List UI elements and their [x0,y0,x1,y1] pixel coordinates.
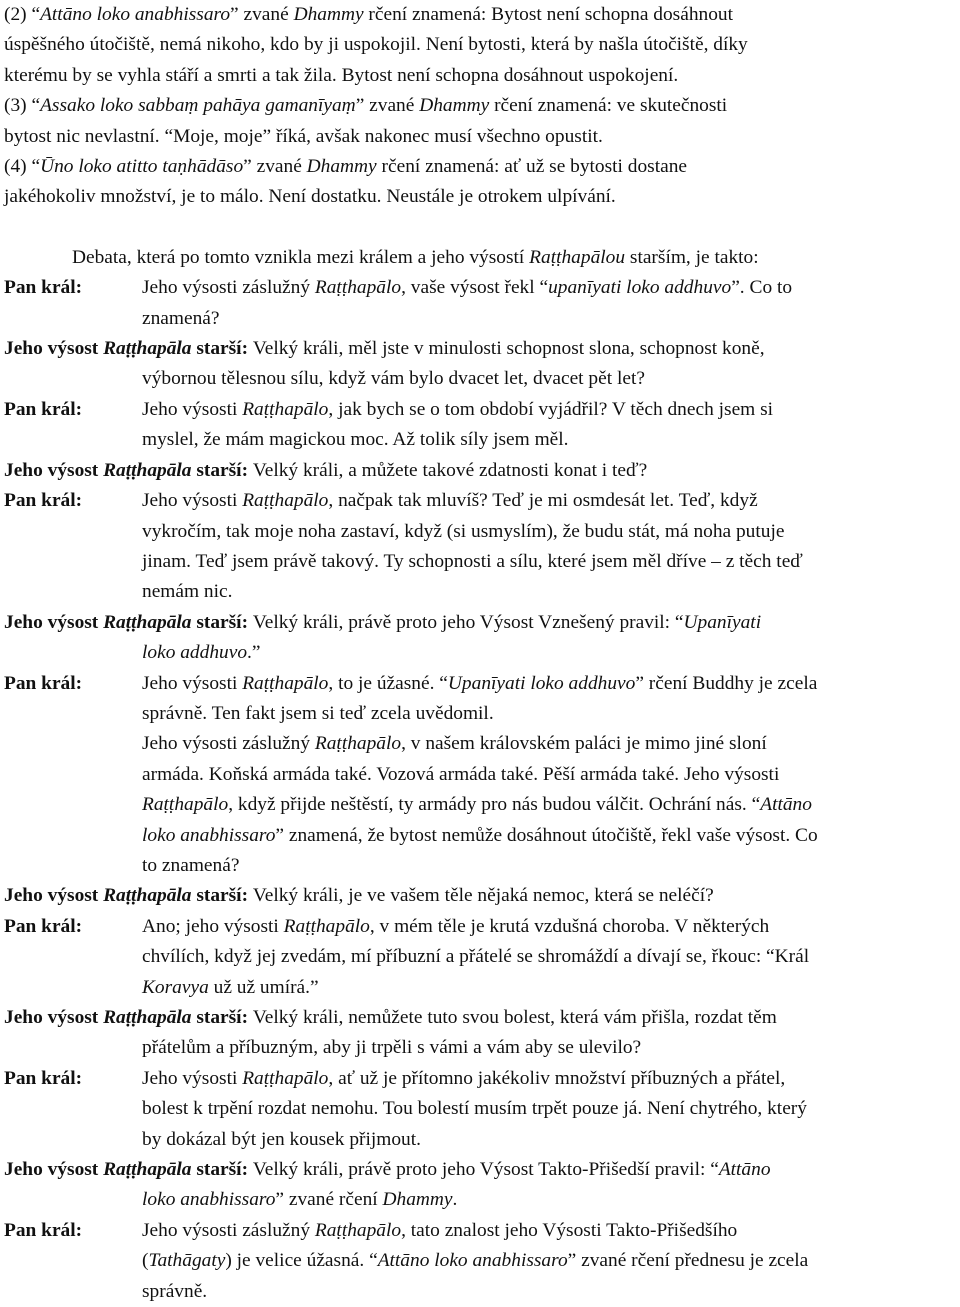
p2-line-2: úspěšného útočiště, nemá nikoho, kdo by ji uspokojil. Není bytosti, která by našla útočiště, díky [4,34,748,56]
utterance-text: . [452,1189,458,1211]
utterance-text: Raṭṭhapālo [283,915,370,937]
utterance-text: Tathāgaty [148,1250,226,1272]
utterance-text: Upanīyati [683,611,762,633]
speaker-label-part: Raṭṭhapāla [103,611,192,633]
utterance-text: nemám nic. [142,581,233,603]
speaker-label-part: Jeho výsost [4,1007,104,1028]
speaker-king-label: Pan král: [4,398,83,420]
utterance-text: loko addhuvo [142,642,248,664]
king-utterance [4,273,956,334]
utterance-text: už už umírá.” [208,976,319,998]
utterance-line [142,1125,956,1155]
monk-utterance [4,456,956,486]
monk-utterance [4,881,956,911]
utterance-text: ” zvané rčení přednesu je zcela [567,1250,809,1272]
utterance-text: výbornou tělesnou sílu, když vám bylo dvacet let, dvacet pět let? [142,368,645,390]
p3-line-1: (3) “Assako loko sabbaṃ pahāya gamanīyaṃ” zvané Dhammy rčení znamená: ve skutečnosti [4,95,728,117]
speaker-label-part: Jeho výsost [4,611,104,633]
speaker-king-label: Pan král: [4,915,83,937]
utterance-continuation [4,1033,956,1063]
utterance-line [142,821,956,851]
utterance-text: Koravya [142,976,209,998]
utterance-line [142,547,956,577]
utterance-text: Raṭṭhapālo [242,398,329,420]
utterance-line [142,1277,956,1307]
utterance-text: Attāno loko anabhissaro [377,1250,568,1272]
utterance-line [142,1033,956,1063]
paragraph-4 [4,152,956,213]
utterance-text: jinam. Teď jsem právě takový. Ty schopnosti a sílu, které jsem měl dříve – z těch teď [142,550,803,572]
king-utterance [4,486,956,608]
utterance-line [142,942,956,972]
utterance-text: , v našem královském paláci je mimo jiné sloní [401,733,767,755]
utterance-text: ” rčení Buddhy je zcela [635,672,818,694]
utterance-first-line [4,1003,956,1033]
utterance-first-line [4,1216,956,1246]
utterance-line [142,760,956,790]
utterance-text: Jeho výsosti [142,1067,243,1089]
utterance-text: , vaše výsost řekl “ [401,277,549,299]
utterance-text: ( [142,1250,149,1272]
monk-utterance [4,608,956,669]
utterance-line [142,851,956,881]
speaker-monk-label [4,1159,253,1180]
utterance-text: Velký králi, právě proto jeho Výsost Takto-Přišedší pravil: “ [252,1159,719,1181]
speaker-label-part: Raṭṭhapāla [103,1007,192,1028]
monk-utterance [4,1003,956,1064]
speaker-label-part: starší: [191,1159,249,1181]
utterance-text: ” znamená, že bytost nemůže dosáhnout útočiště, řekl vaše výsost. Co [275,824,818,846]
utterance-text: , jak bych se o tom období vyjádřil? V těch dnech jsem si [328,398,774,420]
utterance-text: Dhammy [382,1189,453,1211]
p2-line-3: kterému by se vyhla stáří a smrti a tak žila. Bytost není schopna dosáhnout uspokojení. [4,64,679,86]
utterance-text: Raṭṭhapālo [314,277,402,299]
speaker-monk-label [4,1007,253,1028]
utterance-text: loko anabhissaro [142,1189,276,1211]
speaker-monk-label [4,885,253,906]
utterance-text: by dokázal být jen kousek přijmout. [142,1128,421,1150]
speaker-monk-label [4,460,253,481]
utterance-continuation [4,517,956,608]
speaker-monk-label [4,612,253,633]
utterance-text: Velký králi, nemůžete tuto svou bolest, která vám přišla, rozdat těm [252,1007,777,1028]
speaker-label-part: Raṭṭhapāla [103,459,192,481]
utterance-line [142,729,956,759]
utterance-text: bolest k trpění rozdat nemohu. Tou bolestí musím trpět pouze já. Není chytrého, který [142,1098,807,1120]
speaker-monk-label [4,338,253,359]
utterance-text: Attāno [718,1159,771,1181]
speaker-label-part: Jeho výsost [4,1159,104,1181]
intro-paragraphs [4,0,956,213]
king-utterance [4,669,956,882]
p2-line-1: (2) “Attāno loko anabhissaro” zvané Dhammy rčení znamená: Bytost není schopna dosáhnout [4,4,733,25]
utterance-text: Velký králi, a můžete takové zdatnosti konat i teď? [252,459,648,481]
utterance-text: správně. [142,1280,208,1302]
speaker-label-part: starší: [191,459,249,481]
utterance-text: Raṭṭhapālo [242,490,329,512]
dialogue [4,273,956,1307]
utterance-text: Velký králi, je ve vašem těle nějaká nemoc, která se neléčí? [252,885,714,907]
utterance-text: Attāno [760,794,812,816]
utterance-text: loko anabhissaro [142,824,276,846]
speaker-label-part: Jeho výsost [4,885,104,907]
king-utterance [4,912,956,1003]
utterance-text: Raṭṭhapālo [314,1219,402,1241]
speaker-king-label: Pan král: [4,490,83,512]
speaker-label-part: Jeho výsost [4,338,104,360]
utterance-line [142,364,956,394]
utterance-text: Velký králi, měl jste v minulosti schopnost slona, schopnost koně, [252,338,765,360]
utterance-first-line [4,881,956,911]
utterance-first-line [4,1155,956,1185]
utterance-continuation [4,1094,956,1155]
utterance-line [142,577,956,607]
utterance-text: , načpak tak mluvíš? Teď je mi osmdesát let. Teď, když [328,490,758,512]
utterance-text: to znamená? [142,854,240,876]
utterance-line [142,1246,956,1276]
utterance-text: ” zvané rčení [275,1189,383,1211]
utterance-first-line [4,608,956,638]
utterance-continuation [4,425,956,455]
monk-utterance [4,334,956,395]
utterance-text: Upanīyati loko addhuvo [447,672,636,694]
utterance-text: přátelům a příbuzným, aby ji trpěli s vámi a vám aby se ulevilo? [142,1037,642,1059]
p4-line-2: jakéhokoliv množství, je to málo. Není dostatku. Neustále je otrokem ulpívání. [4,186,616,208]
utterance-text: , ať už je přítomno jakékoliv množství příbuzných a přátel, [328,1067,786,1089]
speaker-label-part: starší: [191,611,249,633]
utterance-text: armáda. Koňská armáda také. Vozová armáda také. Pěší armáda také. Jeho výsosti [142,763,780,785]
speaker-king-label: Pan král: [4,672,83,694]
speaker-label-part: Jeho výsost [4,459,104,481]
utterance-text: Jeho výsosti [142,490,243,512]
utterance-text: Raṭṭhapālo [314,733,402,755]
utterance-line [142,973,956,1003]
utterance-text: Raṭṭhapālo [242,672,329,694]
speaker-king-label: Pan král: [4,1067,83,1089]
utterance-text: upanīyati loko addhuvo [548,277,732,299]
p4-line-1: (4) “Ūno loko atitto taṇhādāso” zvané Dhammy rčení znamená: ať už se bytosti dostane [4,156,688,178]
utterance-text: Jeho výsosti záslužný [142,277,315,299]
utterance-first-line [4,273,956,303]
utterance-line [142,699,956,729]
utterance-continuation [4,364,956,394]
debate-intro: Debata, která po tomto vznikla mezi králem a jeho výsostí Raṭṭhapālou starším, je takto: [72,246,759,268]
monk-utterance [4,1155,956,1216]
utterance-text: , v mém těle je krutá vzdušná choroba. V některých [369,915,770,937]
utterance-text: Jeho výsosti záslužný [142,733,315,755]
utterance-text: správně. Ten fakt jsem si teď zcela uvědomil. [142,702,494,724]
utterance-first-line [4,395,956,425]
utterance-first-line [4,486,956,516]
speaker-king-label: Pan král: [4,277,83,299]
speaker-label-part: starší: [191,338,249,360]
utterance-text: Velký králi, právě proto jeho Výsost Vznešený pravil: “ [252,611,684,633]
p3-line-2: bytost nic nevlastní. “Moje, moje” říká, avšak nakonec musí všechno opustit. [4,125,603,147]
utterance-text: Jeho výsosti záslužný [142,1219,315,1241]
utterance-text: , tato znalost jeho Výsosti Takto-Přišedšího [401,1219,738,1241]
utterance-line [142,638,956,668]
utterance-line [142,425,956,455]
utterance-continuation [4,638,956,668]
speaker-king-label: Pan král: [4,1219,83,1241]
speaker-label-part: Raṭṭhapāla [103,1159,192,1181]
utterance-first-line [4,456,956,486]
utterance-continuation [4,699,956,881]
utterance-text: vykročím, tak moje noha zastaví, když (si usmyslím), že budu stát, má noha putuje [142,520,785,542]
utterance-text: ”. Co to [731,277,793,299]
utterance-text: Ano; jeho výsosti [142,915,284,937]
utterance-first-line [4,669,956,699]
utterance-text: Jeho výsosti [142,672,243,694]
utterance-line [142,304,956,334]
speaker-label-part: starší: [191,885,249,907]
utterance-text: , když přijde neštěstí, ty armády pro nás budou válčit. Ochrání nás. “ [228,794,761,816]
utterance-text: Raṭṭhapālo [242,1067,329,1089]
utterance-line [142,790,956,820]
utterance-text: myslel, že mám magickou moc. Až tolik síly jsem měl. [142,429,569,451]
paragraph-3 [4,91,956,152]
speaker-label-part: Raṭṭhapāla [103,885,192,907]
king-utterance [4,395,956,456]
paragraph-2 [4,0,956,91]
utterance-text: .” [247,642,261,664]
king-utterance [4,1064,956,1155]
utterance-first-line [4,334,956,364]
utterance-continuation [4,942,956,1003]
utterance-line [142,1094,956,1124]
utterance-line [142,517,956,547]
utterance-text: Raṭṭhapālo [142,794,229,816]
utterance-text: , to je úžasné. “ [328,672,448,694]
utterance-text: Jeho výsosti [142,398,243,420]
utterance-first-line [4,1064,956,1094]
utterance-first-line [4,912,956,942]
speaker-label-part: starší: [191,1007,249,1028]
paragraph-gap [4,213,956,243]
utterance-text: chvílích, když jej zvedám, mí příbuzní a přátelé se shromáždí a dívají se, řkouc: “Král [142,946,810,968]
utterance-text: znamená? [142,307,220,329]
king-utterance [4,1216,956,1307]
utterance-continuation [4,1185,956,1215]
utterance-continuation [4,304,956,334]
utterance-line [142,1185,956,1215]
speaker-label-part: Raṭṭhapāla [103,338,192,360]
utterance-text: ) je velice úžasná. “ [225,1250,378,1272]
